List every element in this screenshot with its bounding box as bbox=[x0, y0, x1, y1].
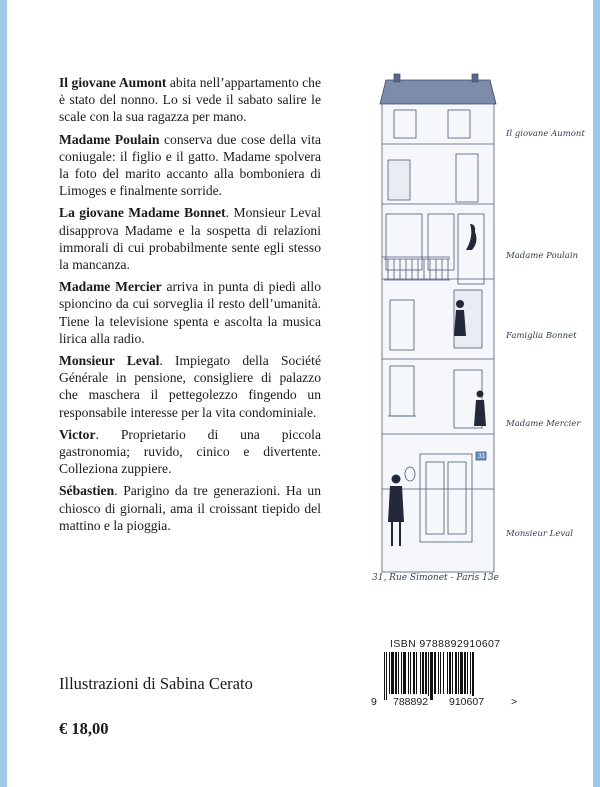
left-edge-stripe bbox=[0, 0, 7, 787]
barcode-bar bbox=[422, 652, 424, 694]
barcode-bar bbox=[413, 652, 415, 694]
isbn-label: ISBN 9788892910607 bbox=[390, 638, 501, 650]
isbn-digits bbox=[370, 696, 530, 710]
description-aumont bbox=[59, 74, 321, 126]
label-mercier: Madame Mercier bbox=[506, 419, 581, 429]
barcode-bar bbox=[391, 652, 394, 694]
character-descriptions bbox=[59, 74, 321, 539]
description-mercier bbox=[59, 278, 321, 347]
barcode-bar bbox=[452, 652, 453, 694]
label-leval: Monsieur Leval bbox=[506, 529, 573, 539]
barcode-bar bbox=[410, 652, 411, 694]
label-poulain: Madame Poulain bbox=[506, 251, 579, 261]
barcode-bar bbox=[470, 652, 471, 694]
character-text: . Proprietario di una piccola gastronomia; ruvido, cinico e divertente. Colleziona zuppiere. bbox=[59, 426, 321, 477]
character-name: Il giovane Aumont bbox=[59, 75, 167, 90]
label-bonnet: Famiglia Bonnet bbox=[506, 331, 577, 341]
barcode-bar bbox=[420, 652, 421, 694]
barcode-bar bbox=[430, 652, 433, 700]
right-edge-stripe bbox=[593, 0, 600, 787]
barcode-bar bbox=[408, 652, 409, 694]
isbn-barcode bbox=[370, 638, 520, 718]
character-text: arriva in punta di piedi allo spioncino da cui sorveglia il resto dell’umanità. Tiene la televisione spenta e ascolta la musica lirica alla radio. bbox=[59, 279, 322, 346]
character-name: Madame Poulain bbox=[59, 131, 160, 147]
character-text: . Parigino da tre generazioni. Ha un chiosco di giornali, ama il croissant tiepido del mattino e la pioggia. bbox=[59, 483, 321, 533]
description-sebastien bbox=[59, 482, 321, 534]
character-name: Victor bbox=[59, 426, 96, 442]
barcode-bar bbox=[458, 652, 459, 694]
barcode-bar bbox=[403, 652, 406, 694]
barcode-bar bbox=[401, 652, 402, 694]
isbn-arrow: > bbox=[511, 696, 518, 708]
building-illustration bbox=[368, 74, 585, 594]
character-text: . Impiegato della Société Générale in pensione, consigliere di palazzo che maschera il pettegolezzo fingendo un responsabile interesse per la vita condominiale. bbox=[59, 353, 321, 420]
barcode-bar bbox=[440, 652, 441, 694]
character-name: Madame Mercier bbox=[59, 279, 162, 295]
barcode-bar bbox=[467, 652, 468, 694]
barcode-bar bbox=[443, 652, 444, 694]
barcode-bar bbox=[395, 652, 397, 694]
barcode-bar bbox=[464, 652, 466, 694]
barcode-bar bbox=[384, 652, 385, 700]
description-poulain bbox=[59, 131, 321, 200]
barcode-bar bbox=[449, 652, 451, 694]
barcode-bar bbox=[416, 652, 417, 694]
door-number: 31 bbox=[478, 453, 486, 460]
description-victor bbox=[59, 426, 321, 478]
isbn-digit-first: 9 bbox=[371, 696, 377, 708]
barcode-bar bbox=[389, 652, 390, 694]
address-caption: 31, Rue Simonet - Paris 13e bbox=[372, 573, 499, 583]
barcode-bar bbox=[425, 652, 427, 694]
barcode-bar bbox=[428, 652, 429, 700]
character-name: La giovane Madame Bonnet bbox=[59, 205, 226, 221]
isbn-digits-left: 788892 bbox=[393, 696, 429, 708]
description-leval bbox=[59, 352, 321, 421]
barcode-bar bbox=[455, 652, 457, 694]
label-aumont: Il giovane Aumont bbox=[506, 129, 585, 139]
character-name: Monsieur Leval bbox=[59, 353, 160, 369]
character-name: Sébastien bbox=[59, 483, 115, 499]
barcode-bar bbox=[434, 652, 436, 694]
isbn-digits-right: 910607 bbox=[449, 696, 485, 708]
barcode-bar bbox=[472, 652, 474, 700]
character-text: . Monsieur Leval disapprova Madame e la sospetta di relazioni immorali di cui probabilmente sente egli stesso la mancanza. bbox=[59, 205, 321, 273]
barcode-bar bbox=[386, 652, 387, 700]
barcode-bar bbox=[438, 652, 439, 694]
character-text: conserva due cose della vita coniugale: il figlio e il gatto. Madame spolvera la foto del marito accanto alla bomboniera di Limoges e finalmente sorride. bbox=[59, 131, 322, 199]
barcode-bar bbox=[447, 652, 448, 694]
barcode-bar bbox=[398, 652, 399, 694]
price: € 18,00 bbox=[59, 719, 109, 738]
illustration-credit: Illustrazioni di Sabina Cerato bbox=[59, 674, 253, 693]
character-text: abita nell’appartamento che è stato del nonno. Lo si vede il sabato salire le scale con la sua ragazza per mano. bbox=[59, 75, 321, 125]
barcode-bar bbox=[460, 652, 463, 694]
description-bonnet bbox=[59, 204, 321, 273]
barcode-bars bbox=[370, 652, 520, 700]
